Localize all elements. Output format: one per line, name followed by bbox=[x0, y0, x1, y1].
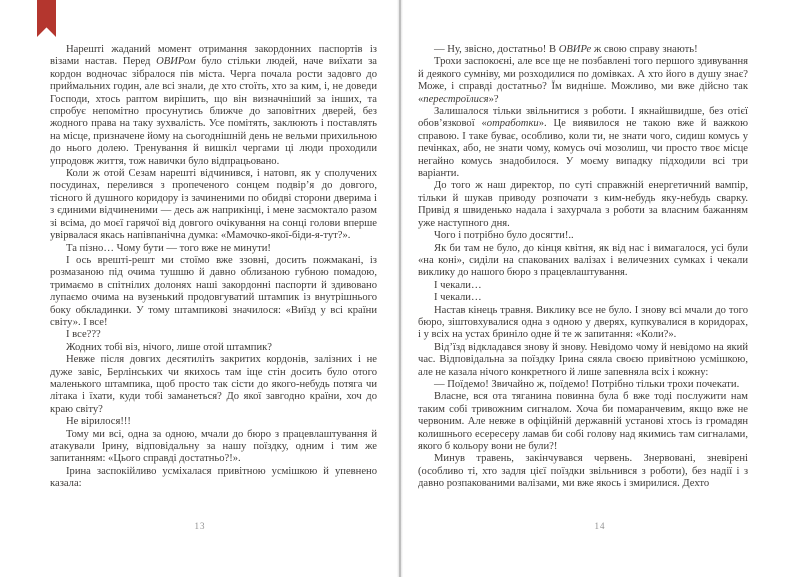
paragraph: Жодних тобі віз, нічого, лише отой штампик? bbox=[66, 341, 272, 353]
paragraph: Невже після довгих десятиліть закритих кордонів, залізних і не дуже завіс, Берлінських чи якихось там іще стін досить було отого маленького штампика, щоб просто так сісти до якого-небудь потяга чи літака і їхати, куди тобі заманеться? До якої завгодно країни, хоч до краю світу? bbox=[50, 354, 377, 415]
paragraph: І все??? bbox=[66, 329, 101, 341]
paragraph: І чекали… bbox=[434, 279, 482, 291]
page-right-text bbox=[418, 44, 748, 491]
page-right bbox=[400, 0, 800, 577]
paragraph: Як би там не було, до кінця квітня, як від нас і вимагалося, усі були «на коні», сиділи на спакованих валізах і величезних сумках і чекали виклику до нашого бюро з працевлаштування. bbox=[418, 242, 748, 279]
paragraph: Від’їзд відкладався знову й знову. Невідомо чому й невідомо на який час. Відповідальна за поїздку Ірина сяяла своєю привітною усмішкою, але не казала нічого конкретного й лише запевняла всіх і кожну: bbox=[418, 341, 748, 378]
paragraph: Не вірилося!!! bbox=[66, 416, 131, 428]
paragraph: Нарешті жаданий момент отримання закордонних паспортів із візами настав. Перед ОВИРом було стільки людей, наче виїхати за кордон водночас зібралося пів міста. Черга почала рости задовго до приймальних годин, але всі знали, де хто стоїть, хто за ким, і, не доведи Господи, хтось раптом вирішить, що він визначніший за інших, та спробує непомітно просунутись ближче до заповітних дверей, без жодного права на таку зухвалість. Усе помітять, заклюють і поставлять на місце, призначене йому на сьогоднішній день не вельми прихильною до нього долею. Тренування й вишкіл чергами ці люди проходили упродовж життя, тож навички було відпрацьовано. bbox=[50, 44, 377, 167]
paragraph: І ось врешті-решт ми стоїмо вже ззовні, досить пожмакані, із розмазаною під очима тушшю й давно облизаною губною помадою, тримаємо в спітнілих долонях наші закордонні паспорти й здивовано лупаємо очима на вузенький продовгуватий штампик із внутрішнього боку обкладинки. У тому штампикові значилося: «Виїзд у всі країни світу». І все! bbox=[50, 254, 377, 328]
paragraph: Минув травень, закінчувався червень. Знервовані, зневірені (особливо ті, хто задля цієї поїздки звільнився з роботи), без надії і з давно розпакованими валізами, ми вже якось і змирилися. Дехто bbox=[418, 453, 748, 490]
paragraph: Тому ми всі, одна за одною, мчали до бюро з працевлаштування й атакували Ірину, відповідальну за нашу поїздку, одним і тим же запитанням: «Цього справді достатньо?!». bbox=[50, 428, 377, 465]
paragraph: Залишалося тільки звільнитися з роботи. І якнайшвидше, без отієї обов’язкової «отработки». Це виявилося не такою вже й важкою справою. І таке буває, особливо, коли ти, не знати чого, сидиш комусь у печінках, або, не знати чому, комусь очі мозолиш, чи просто твоє місце негайно комусь знадобилося. У моєму випадку підходили всі три варіанти. bbox=[418, 106, 748, 180]
paragraph: Настав кінець травня. Виклику все не було. І знову всі мчали до того бюро, зіштовхувалися одна з одною у дверях, купкувалися в коридорах, і у всіх на устах бриніло одне й те ж запитання: «Коли?». bbox=[418, 304, 748, 341]
page-left-number: 13 bbox=[194, 521, 206, 531]
paragraph: Коли ж отой Сезам нарешті відчинився, і натовп, як у сполучених посудинах, перелився з пропеченого сонцем подвір’я до довгого, тісного й душного коридору із зачиненими по обидві сторони дверима і з єдиними відчиненими — десь аж наприкінці, і мене засмоктало разом зі всіма, до моєї гарячої від довгого очікування на сонці голови вперше увірвалася якась напівпанічна думка: «Мамочко-якої-біди-я-тут?». bbox=[50, 168, 377, 242]
paragraph: І чекали… bbox=[434, 292, 482, 304]
paragraph: — Ну, звісно, достатньо! В ОВИРе ж свою справу знають! bbox=[434, 44, 698, 55]
page-right-number: 14 bbox=[594, 521, 606, 531]
paragraph: Ірина заспокійливо усміхалася привітною усмішкою й упевнено казала: bbox=[50, 465, 377, 490]
paragraph: Трохи заспокоєні, але все ще не позбавлені того першого здивування й деякого сумніву, ми розходилися по домівках. А хто його в душу знає? Може, і справді достатньо? Їм видніше. Можливо, ми вже дійсно так «перестроїлися»? bbox=[418, 56, 748, 105]
paragraph: Власне, вся ота тяганина повинна була б вже тоді послужити нам таким собі тривожним сигналом. Хоча би помаранчевим, якщо вже не червоним. Але невже в офіційній державній установі хтось із громадян колишнього есересеру ламав би собі голову над якимись там сигналами, якого б кольору вони не були?! bbox=[418, 391, 748, 452]
paragraph: — Поїдемо! Звичайно ж, поїдемо! Потрібно тільки трохи почекати. bbox=[434, 378, 740, 390]
page-left-text bbox=[50, 44, 377, 491]
paragraph: Та пізно… Чому бути — того вже не минути! bbox=[66, 242, 271, 254]
paragraph: До того ж наш директор, по суті справжній енергетичний вампір, тільки й шукав приводу розпочати з ким-небудь яку-небудь сварку. Привід я швиденько надала і захурчала з роботи за власним бажанням уже наступного дня. bbox=[418, 180, 748, 229]
paragraph: Чого і потрібно було досягти!.. bbox=[434, 230, 574, 242]
